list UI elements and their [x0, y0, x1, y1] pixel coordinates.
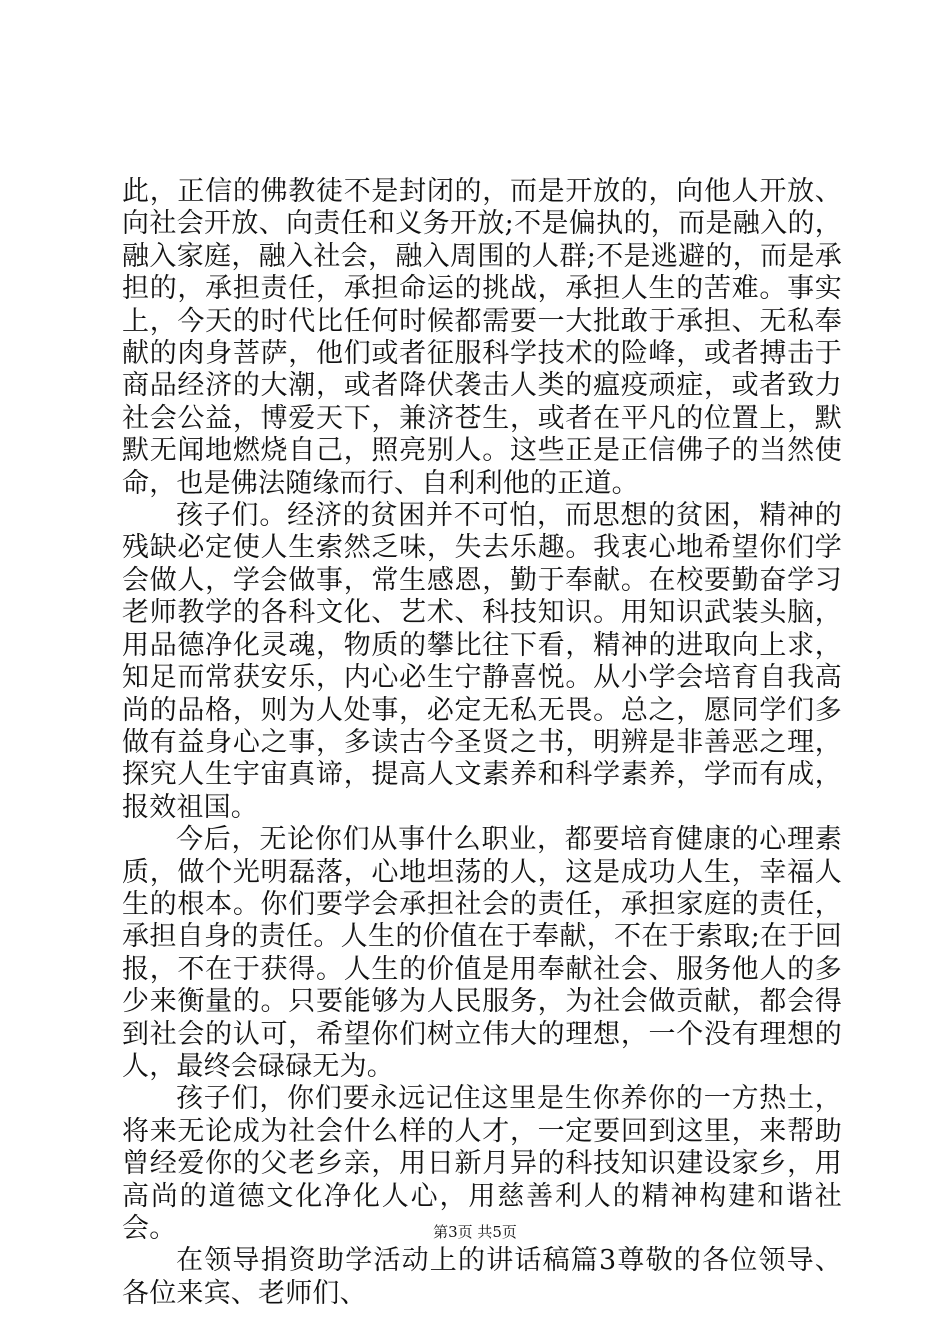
page-footer: [0, 1222, 950, 1242]
paragraph-2: 孩子们。经济的贫困并不可怕，而思想的贫困，精神的残缺必定使人生索然乏味，失去乐趣。我衷心地希望你们学会做人，学会做事，常生感恩，勤于奉献。在校要勤奋学习老师教学的各科文化、艺术、科技知识。用知识武装头脑，用品德净化灵魂，物质的攀比往下看，精神的进取向上求，知足而常获安乐，内心必生宁静喜悦。从小学会培育自我高尚的品格，则为人处事，必定无私无畏。总之，愿同学们多做有益身心之事，多读古今圣贤之书，明辨是非善恶之理，探究人生宇宙真谛，提高人文素养和科学素养，学而有成，报效祖国。: [122, 500, 842, 823]
paragraph-3: 今后，无论你们从事什么职业，都要培育健康的心理素质，做个光明磊落，心地坦荡的人，这是成功人生，幸福人生的根本。你们要学会承担社会的责任，承担家庭的责任，承担自身的责任。人生的价值在于奉献，不在于索取;在于回报，不在于获得。人生的价值是用奉献社会、服务他人的多少来衡量的。只要能够为人民服务，为社会做贡献，都会得到社会的认可，希望你们树立伟大的理想，一个没有理想的人，最终会碌碌无为。: [122, 824, 842, 1082]
page-number: 第3页 共5页: [433, 1223, 517, 1241]
paragraph-5: 在领导捐资助学活动上的讲话稿篇3尊敬的各位领导、各位来宾、老师们、: [122, 1245, 842, 1309]
document-body: [122, 176, 842, 1310]
paragraph-4: 孩子们，你们要永远记住这里是生你养你的一方热土，将来无论成为社会什么样的人才，一定要回到这里，来帮助曾经爱你的父老乡亲，用日新月异的科技知识建设家乡，用高尚的道德文化净化人心，用慈善利人的精神构建和谐社会。: [122, 1083, 842, 1244]
paragraph-1: 此，正信的佛教徒不是封闭的，而是开放的，向他人开放、向社会开放、向责任和义务开放;不是偏执的，而是融入的，融入家庭，融入社会，融入周围的人群;不是逃避的，而是承担的，承担责任，承担命运的挑战，承担人生的苦难。事实上，今天的时代比任何时候都需要一大批敢于承担、无私奉献的肉身菩萨，他们或者征服科学技术的险峰，或者搏击于商品经济的大潮，或者降伏袭击人类的瘟疫顽症，或者致力社会公益，博爱天下，兼济苍生，或者在平凡的位置上，默默无闻地燃烧自己，照亮别人。这些正是正信佛子的当然使命，也是佛法随缘而行、自利利他的正道。: [122, 176, 842, 499]
